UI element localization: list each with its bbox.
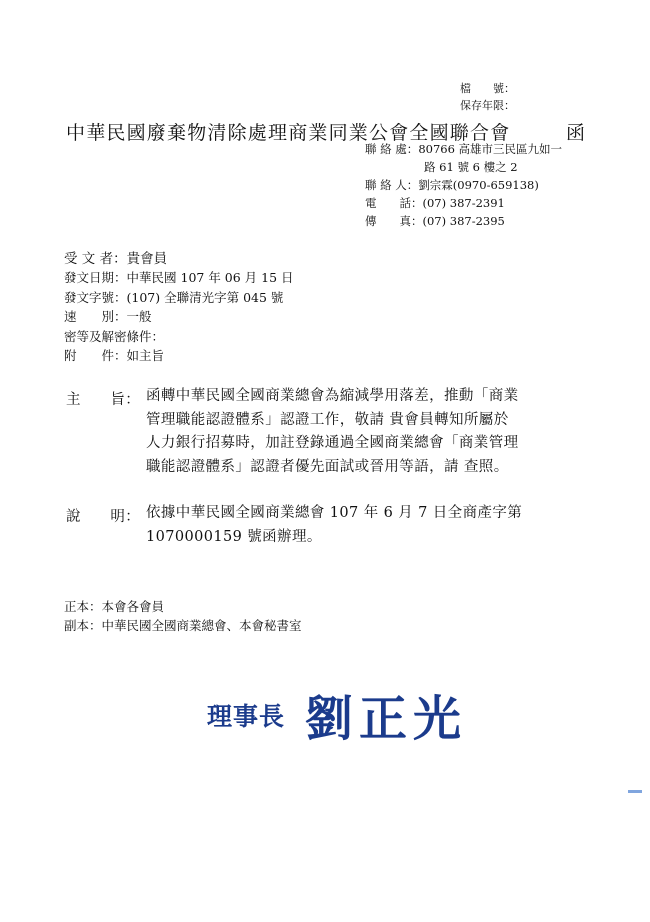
phone-row xyxy=(365,194,562,212)
date-row xyxy=(64,268,294,286)
reference-row xyxy=(64,288,283,306)
address-row-2 xyxy=(365,158,562,176)
address-line-1: 80766 高雄市三民區九如一 xyxy=(418,142,563,156)
secrecy-label: 密等及解密條件： xyxy=(64,329,165,344)
signature-name: 劉正光 xyxy=(305,691,468,747)
archive-number-label: 檔 號： xyxy=(460,82,515,95)
fax-number: (07) 387-2395 xyxy=(422,214,505,228)
original-recipients: 本會各會員 xyxy=(101,599,165,614)
address-row xyxy=(365,140,562,158)
address-label: 聯 絡 處： xyxy=(365,142,419,156)
subject-line: 函轉中華民國全國商業總會為縮減學用落差，推動「商業 xyxy=(146,388,519,404)
explanation-label: 說 明： xyxy=(66,509,140,525)
contact-person-row xyxy=(365,176,562,194)
subject-line: 職能認證體系」認證者優先面試或晉用等語，請 查照。 xyxy=(146,458,509,475)
chairman-signature-stamp xyxy=(205,683,475,753)
document-type: 函 xyxy=(566,122,587,144)
explanation-text xyxy=(146,502,522,549)
organization-title: 中華民國廢棄物清除處理商業同業公會全國聯合會 xyxy=(66,122,511,144)
issue-date: 中華民國 107 年 06 月 15 日 xyxy=(126,270,294,285)
attachment-row xyxy=(64,346,164,364)
address-line-2: 路 61 號 6 樓之 2 xyxy=(424,160,518,174)
signature-title: 理事長 xyxy=(207,702,286,731)
recipient: 貴會員 xyxy=(126,251,168,267)
subject-line: 人力銀行招募時，加註登錄通過全國商業總會「商業管理 xyxy=(146,435,519,451)
original-label: 正本： xyxy=(64,599,102,614)
cc-recipients: 中華民國全國商業總會、本會秘書室 xyxy=(101,618,302,633)
fax-row xyxy=(365,212,562,230)
contact-block xyxy=(365,140,562,230)
phone-label: 電 話： xyxy=(365,196,423,210)
subject-line: 管理職能認證體系」認證工作，敬請 貴會員轉知所屬於 xyxy=(146,411,509,428)
explanation-line: 1070000159 號函辦理。 xyxy=(146,528,322,545)
speed-value: 一般 xyxy=(126,309,152,324)
explanation-line: 依據中華民國全國商業總會 107 年 6 月 7 日全商產字第 xyxy=(146,505,523,521)
attachment-label: 附 件： xyxy=(64,348,127,363)
recipient-label: 受 文 者： xyxy=(64,251,127,267)
attachment-value: 如主旨 xyxy=(126,348,165,363)
fax-label: 傳 真： xyxy=(365,214,423,228)
cc-label: 副本： xyxy=(64,618,102,633)
reference-label: 發文字號： xyxy=(64,290,127,305)
reference-number: (107) 全聯清光字第 045 號 xyxy=(126,290,284,305)
cc-row xyxy=(64,616,302,634)
phone-number: (07) 387-2391 xyxy=(422,196,505,210)
date-label: 發文日期： xyxy=(64,270,127,285)
recipient-row xyxy=(64,247,167,267)
subject-label: 主 旨： xyxy=(66,392,140,408)
speed-label: 速 別： xyxy=(64,309,127,324)
retention-period-label: 保存年限： xyxy=(460,99,515,112)
speed-row xyxy=(64,307,152,325)
secrecy-row xyxy=(64,327,164,345)
contact-person: 劉宗霖(0970-659138) xyxy=(418,178,539,192)
contact-person-label: 聯 絡 人： xyxy=(365,178,419,192)
subject-text xyxy=(146,385,519,479)
scan-mark xyxy=(628,790,642,793)
original-recipient-row xyxy=(64,597,164,615)
